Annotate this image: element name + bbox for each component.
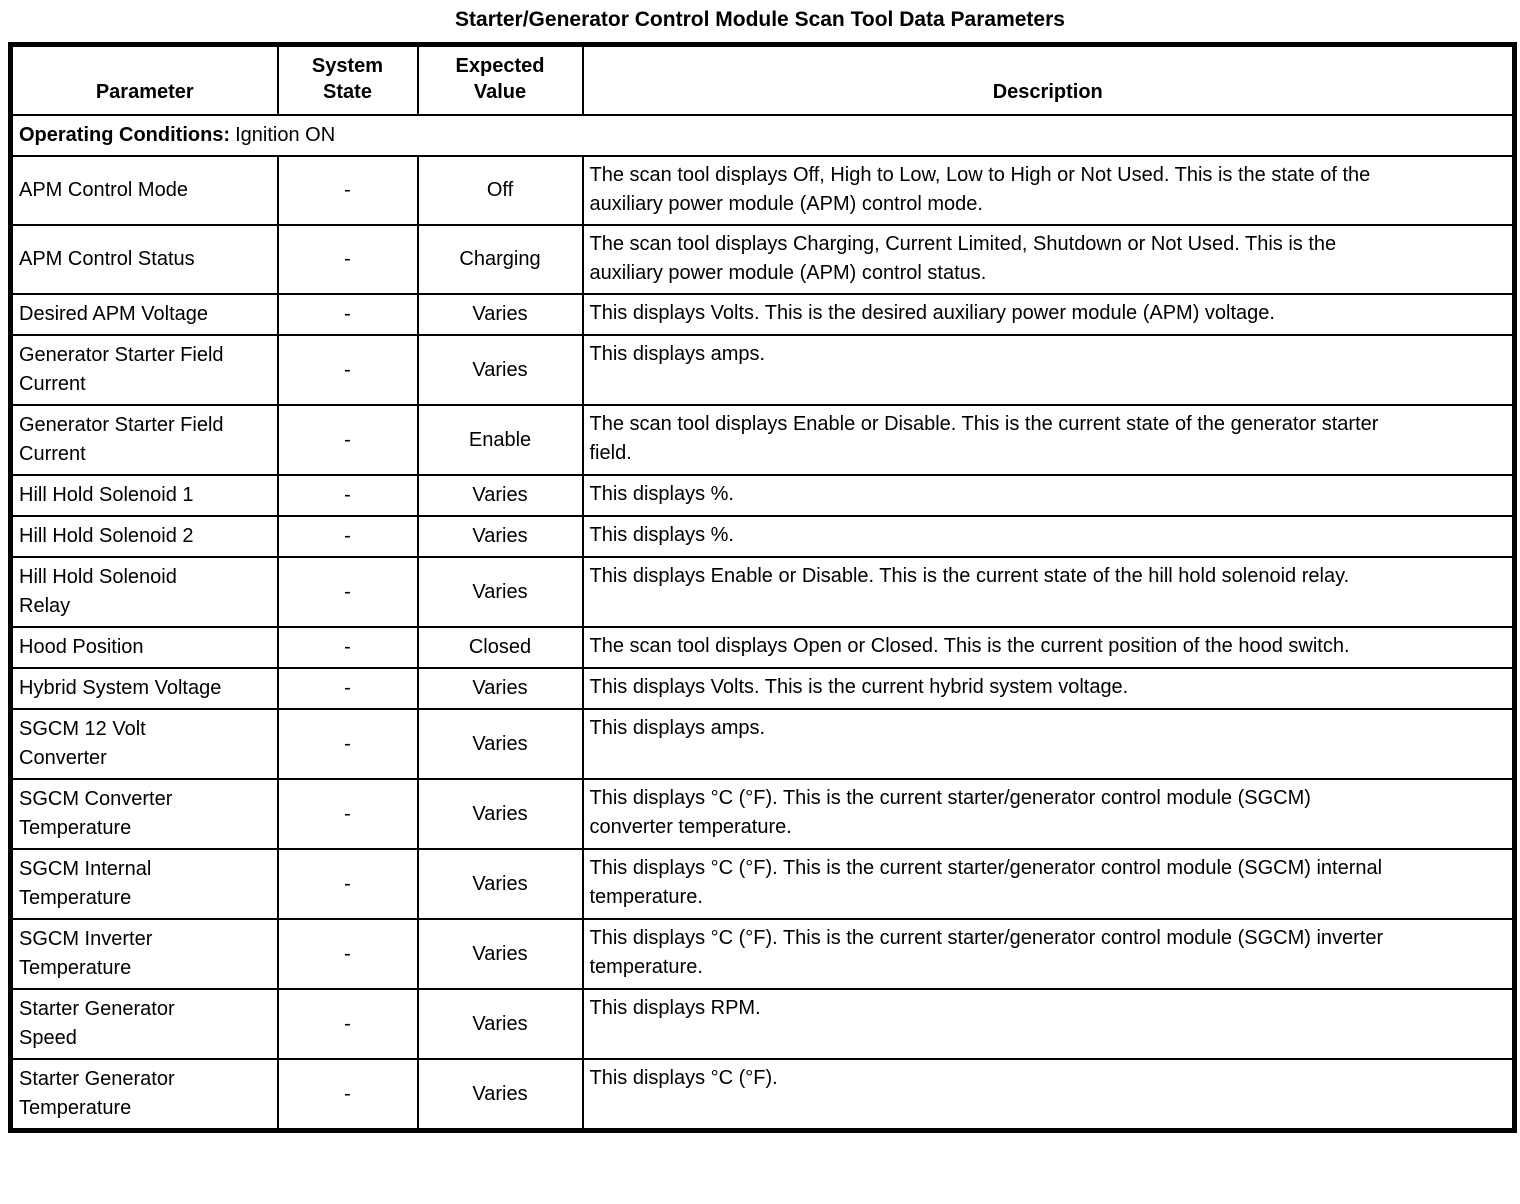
description-cell xyxy=(583,668,1515,709)
system-state-cell-text: - xyxy=(344,525,351,547)
parameters-table xyxy=(8,42,1517,1133)
parameter-cell xyxy=(11,156,278,225)
description-cell-text: This displays %. xyxy=(589,524,734,546)
table-row xyxy=(11,849,1515,919)
parameter-cell xyxy=(11,557,278,627)
system-state-cell xyxy=(278,849,418,919)
table-row xyxy=(11,919,1515,989)
system-state-cell xyxy=(278,989,418,1059)
expected-value-cell xyxy=(418,668,583,709)
system-state-cell xyxy=(278,335,418,405)
description-cell xyxy=(583,405,1515,475)
description-cell-text: This displays Volts. This is the desired auxiliary power module (APM) voltage. xyxy=(589,302,1275,324)
table-row xyxy=(11,668,1515,709)
parameter-cell xyxy=(11,668,278,709)
header-parameter xyxy=(11,45,278,116)
system-state-cell-text: - xyxy=(344,802,351,825)
description-cell xyxy=(583,557,1515,627)
expected-value-cell xyxy=(418,779,583,849)
system-state-cell-text: - xyxy=(344,872,351,895)
system-state-cell-text: - xyxy=(344,636,351,658)
expected-value-cell xyxy=(418,335,583,405)
operating-conditions-label: Operating Conditions: xyxy=(19,124,231,146)
system-state-cell xyxy=(278,405,418,475)
expected-value-cell xyxy=(418,919,583,989)
parameter-cell xyxy=(11,627,278,668)
parameter-cell-text: Starter Generator Speed xyxy=(19,998,175,1049)
description-cell-text: This displays °C (°F). xyxy=(589,1067,778,1089)
description-cell xyxy=(583,919,1515,989)
system-state-cell xyxy=(278,668,418,709)
parameter-cell-text: SGCM Inverter Temperature xyxy=(19,928,153,979)
parameter-cell-text: Hybrid System Voltage xyxy=(19,677,222,699)
table-row xyxy=(11,779,1515,849)
system-state-cell xyxy=(278,919,418,989)
system-state-cell-text: - xyxy=(344,942,351,965)
description-cell-text: The scan tool displays Charging, Current Limited, Shutdown or Not Used. This is the auxiliary power module (APM) control status. xyxy=(589,233,1337,284)
system-state-cell xyxy=(278,225,418,294)
expected-value-cell-text: Varies xyxy=(472,303,528,325)
system-state-cell-text: - xyxy=(344,428,351,451)
expected-value-cell xyxy=(418,1059,583,1131)
parameter-cell xyxy=(11,294,278,335)
description-cell-text: This displays °C (°F). This is the current starter/generator control module (SGCM) inverter temperature. xyxy=(589,927,1384,978)
expected-value-cell-text: Enable xyxy=(468,428,532,451)
description-cell-text: This displays RPM. xyxy=(589,997,761,1019)
description-cell xyxy=(583,989,1515,1059)
table-body xyxy=(11,156,1515,1131)
parameter-cell xyxy=(11,1059,278,1131)
system-state-cell-text: - xyxy=(344,484,351,506)
description-cell-text: This displays Volts. This is the current hybrid system voltage. xyxy=(589,676,1129,698)
parameter-cell xyxy=(11,919,278,989)
parameter-cell-text: APM Control Mode xyxy=(19,179,188,201)
system-state-cell xyxy=(278,1059,418,1131)
parameter-cell xyxy=(11,335,278,405)
page-title: Starter/Generator Control Module Scan Tool Data Parameters xyxy=(455,8,1065,31)
table-row xyxy=(11,1059,1515,1131)
system-state-cell-text: - xyxy=(344,732,351,755)
description-cell xyxy=(583,849,1515,919)
description-cell-text: The scan tool displays Off, High to Low, Low to High or Not Used. This is the state of the auxiliary power module (APM) control mode. xyxy=(589,164,1371,215)
table-row xyxy=(11,475,1515,516)
expected-value-cell xyxy=(418,849,583,919)
parameter-cell xyxy=(11,709,278,779)
parameter-cell-text: Generator Starter Field Current xyxy=(19,344,224,395)
system-state-cell-text: - xyxy=(344,1012,351,1035)
expected-value-cell xyxy=(418,225,583,294)
header-system-state xyxy=(278,45,418,116)
expected-value-cell-text: Varies xyxy=(472,732,528,755)
system-state-cell xyxy=(278,156,418,225)
description-cell-text: This displays amps. xyxy=(589,343,766,365)
description-cell xyxy=(583,335,1515,405)
description-cell xyxy=(583,709,1515,779)
expected-value-cell xyxy=(418,475,583,516)
parameter-cell xyxy=(11,516,278,557)
expected-value-cell xyxy=(418,516,583,557)
expected-value-cell-text: Closed xyxy=(468,636,532,658)
description-cell-text: The scan tool displays Open or Closed. This is the current position of the hood switch. xyxy=(589,635,1350,657)
description-cell xyxy=(583,156,1515,225)
parameter-cell-text: SGCM 12 Volt Converter xyxy=(19,718,146,769)
header-description-text: Description xyxy=(992,81,1103,103)
expected-value-cell-text: Varies xyxy=(472,525,528,547)
system-state-cell xyxy=(278,557,418,627)
header-row xyxy=(11,45,1515,116)
table-row xyxy=(11,989,1515,1059)
system-state-cell xyxy=(278,294,418,335)
system-state-cell-text: - xyxy=(344,580,351,603)
parameter-cell xyxy=(11,405,278,475)
description-cell xyxy=(583,516,1515,557)
table-row xyxy=(11,225,1515,294)
header-system-state-text: System State xyxy=(311,55,384,103)
description-cell-text: This displays °C (°F). This is the current starter/generator control module (SGCM) internal temperature. xyxy=(589,857,1383,908)
expected-value-cell xyxy=(418,989,583,1059)
description-cell xyxy=(583,475,1515,516)
expected-value-cell xyxy=(418,709,583,779)
expected-value-cell-text: Varies xyxy=(472,580,528,603)
parameter-cell xyxy=(11,225,278,294)
expected-value-cell-text: Varies xyxy=(472,942,528,965)
expected-value-cell xyxy=(418,405,583,475)
expected-value-cell-text: Varies xyxy=(472,484,528,506)
system-state-cell xyxy=(278,779,418,849)
parameter-cell-text: SGCM Internal Temperature xyxy=(19,858,152,909)
expected-value-cell xyxy=(418,627,583,668)
parameter-cell-text: Hill Hold Solenoid Relay xyxy=(19,566,177,617)
header-expected-value-text: Expected Value xyxy=(455,55,545,103)
system-state-cell xyxy=(278,516,418,557)
expected-value-cell-text: Varies xyxy=(472,802,528,825)
system-state-cell-text: - xyxy=(344,677,351,699)
expected-value-cell-text: Varies xyxy=(472,677,528,699)
table-row xyxy=(11,405,1515,475)
system-state-cell-text: - xyxy=(344,1082,351,1105)
description-cell xyxy=(583,779,1515,849)
system-state-cell-text: - xyxy=(344,358,351,381)
parameter-cell-text: Hill Hold Solenoid 1 xyxy=(19,484,194,506)
parameter-cell-text: APM Control Status xyxy=(19,248,195,270)
operating-conditions-cell xyxy=(11,115,1515,156)
description-cell xyxy=(583,294,1515,335)
description-cell-text: This displays amps. xyxy=(589,717,766,739)
parameter-cell-text: Hood Position xyxy=(19,636,144,658)
table-row xyxy=(11,156,1515,225)
expected-value-cell xyxy=(418,294,583,335)
parameter-cell-text: Hill Hold Solenoid 2 xyxy=(19,525,194,547)
parameter-cell-text: Desired APM Voltage xyxy=(19,303,208,325)
description-cell xyxy=(583,225,1515,294)
expected-value-cell-text: Off xyxy=(486,179,514,201)
expected-value-cell-text: Charging xyxy=(459,248,541,270)
header-expected-value xyxy=(418,45,583,116)
operating-conditions-value: Ignition ON xyxy=(235,124,336,146)
parameter-cell-text: SGCM Converter Temperature xyxy=(19,788,173,839)
description-cell-text: This displays °C (°F). This is the current starter/generator control module (SGCM) converter temperature. xyxy=(589,787,1311,838)
parameter-cell xyxy=(11,989,278,1059)
table-row xyxy=(11,516,1515,557)
system-state-cell-text: - xyxy=(344,303,351,325)
expected-value-cell xyxy=(418,557,583,627)
table-row xyxy=(11,709,1515,779)
description-cell-text: This displays Enable or Disable. This is the current state of the hill hold solenoid relay. xyxy=(589,565,1350,587)
system-state-cell xyxy=(278,627,418,668)
parameter-cell xyxy=(11,475,278,516)
table-row xyxy=(11,335,1515,405)
expected-value-cell-text: Varies xyxy=(472,1082,528,1105)
system-state-cell xyxy=(278,475,418,516)
operating-conditions-row xyxy=(11,115,1515,156)
description-cell xyxy=(583,627,1515,668)
expected-value-cell xyxy=(418,156,583,225)
parameter-cell-text: Starter Generator Temperature xyxy=(19,1068,175,1119)
system-state-cell-text: - xyxy=(344,248,351,270)
system-state-cell-text: - xyxy=(344,179,351,201)
description-cell xyxy=(583,1059,1515,1131)
description-cell-text: The scan tool displays Enable or Disable. This is the current state of the generator starter field. xyxy=(589,413,1379,464)
parameter-cell xyxy=(11,849,278,919)
header-description xyxy=(583,45,1515,116)
expected-value-cell-text: Varies xyxy=(472,358,528,381)
table-row xyxy=(11,557,1515,627)
table-row xyxy=(11,294,1515,335)
parameter-cell-text: Generator Starter Field Current xyxy=(19,414,224,465)
header-parameter-text: Parameter xyxy=(95,81,194,103)
system-state-cell xyxy=(278,709,418,779)
expected-value-cell-text: Varies xyxy=(472,872,528,895)
table-row xyxy=(11,627,1515,668)
description-cell-text: This displays %. xyxy=(589,483,734,505)
expected-value-cell-text: Varies xyxy=(472,1012,528,1035)
parameter-cell xyxy=(11,779,278,849)
